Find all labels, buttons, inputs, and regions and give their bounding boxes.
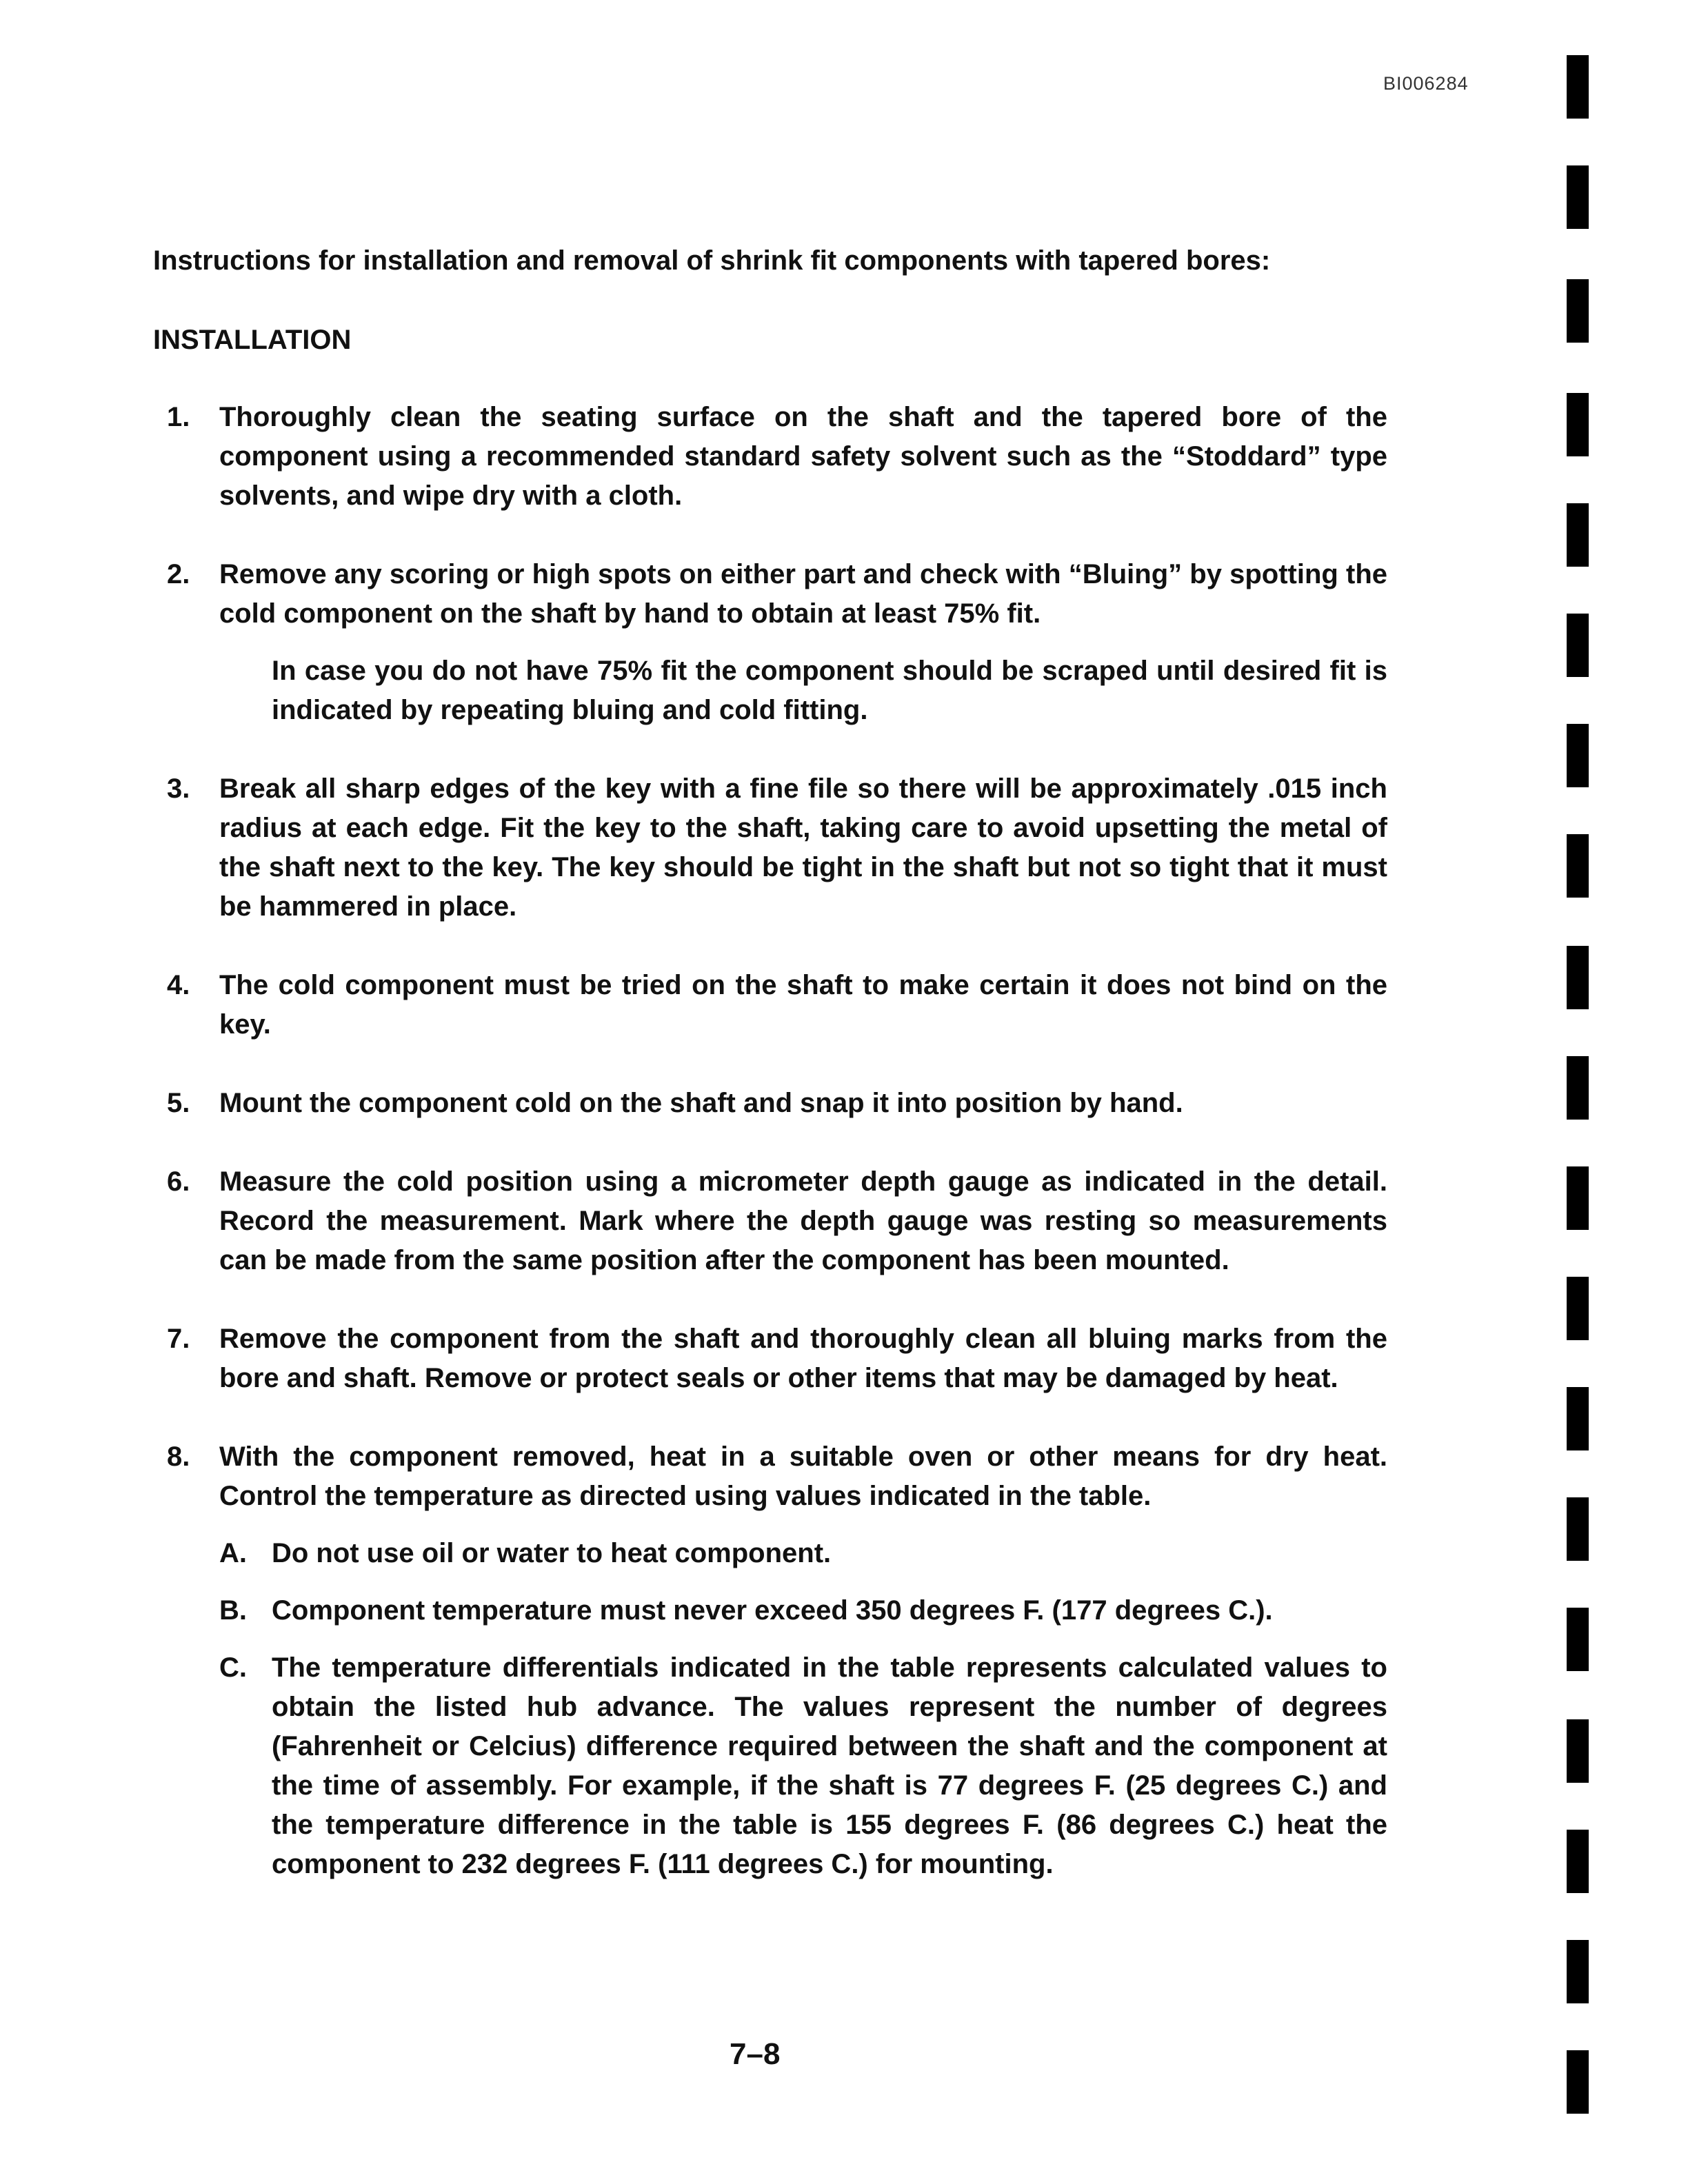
binding-mark <box>1567 165 1589 229</box>
document-id: BI006284 <box>1383 73 1469 94</box>
substep-text: The temperature differentials indicated in the table represents calculated values to obtain the listed hub advance. The values represent the number of degrees (Fahrenheit or Celcius) difference required between the shaft and the component at the time of assembly. For example, if the shaft is 77 degrees F. (25 degrees C.) and the temperature difference in the table is 155 degrees F. (86 degrees C.) heat the component to 232 degrees F. (111 degrees C.) for mounting. <box>272 1652 1387 1879</box>
substep-list <box>219 1534 1387 1884</box>
step-text: Thoroughly clean the seating surface on the shaft and the tapered bore of the component using a recommended standard safety solvent such as the “Stoddard” type solvents, and wipe dry with a cloth. <box>219 402 1387 511</box>
binding-mark <box>1567 503 1589 567</box>
step-5 <box>153 1084 1387 1123</box>
binding-mark <box>1567 1277 1589 1340</box>
page-content <box>153 241 1387 1923</box>
step-number: 1. <box>167 402 190 432</box>
binding-margin-marks <box>1558 0 1600 2184</box>
binding-mark <box>1567 55 1589 119</box>
binding-mark <box>1567 1940 1589 2003</box>
binding-mark <box>1567 2050 1589 2114</box>
binding-mark <box>1567 1056 1589 1120</box>
step-text: Break all sharp edges of the key with a fine file so there will be approximately .015 inch radius at each edge. Fit the key to the shaft, taking care to avoid upsetting the metal of the shaft next to the key. The key should be tight in the shaft but not so tight that it must be hammered in place. <box>219 774 1387 922</box>
step-number: 8. <box>167 1442 190 1472</box>
step-text: With the component removed, heat in a suitable oven or other means for dry heat. Control the temperature as directed using values indicated in the table. <box>219 1442 1387 1511</box>
substep-letter: B. <box>219 1595 247 1626</box>
binding-mark <box>1567 279 1589 343</box>
binding-mark <box>1567 393 1589 456</box>
instructions-heading: Instructions for installation and removal of shrink fit components with tapered bores: <box>153 245 1271 276</box>
step-number: 3. <box>167 774 190 804</box>
step-number: 2. <box>167 559 190 589</box>
step-2 <box>153 555 1387 730</box>
binding-mark <box>1567 1497 1589 1561</box>
step-7 <box>153 1320 1387 1398</box>
substep-text: Component temperature must never exceed 350 degrees F. (177 degrees C.). <box>272 1595 1273 1626</box>
binding-mark <box>1567 1719 1589 1783</box>
substep-letter: C. <box>219 1652 247 1683</box>
step-number: 5. <box>167 1088 190 1118</box>
binding-mark <box>1567 1166 1589 1230</box>
substep-c <box>219 1648 1387 1884</box>
step-3 <box>153 769 1387 927</box>
step-text: The cold component must be tried on the shaft to make certain it does not bind on the key. <box>219 970 1387 1040</box>
step-8 <box>153 1437 1387 1884</box>
page-number: 7–8 <box>730 2037 781 2071</box>
step-number: 6. <box>167 1166 190 1197</box>
binding-mark <box>1567 724 1589 787</box>
step-text: Remove the component from the shaft and thoroughly clean all bluing marks from the bore and shaft. Remove or protect seals or other items that may be damaged by heat. <box>219 1324 1387 1393</box>
substep-a <box>219 1534 1387 1573</box>
section-title-installation: INSTALLATION <box>153 325 352 355</box>
binding-mark <box>1567 614 1589 677</box>
binding-mark <box>1567 1608 1589 1671</box>
step-6 <box>153 1162 1387 1280</box>
substep-letter: A. <box>219 1538 247 1568</box>
step-text: Measure the cold position using a micrometer depth gauge as indicated in the detail. Record the measurement. Mark where the depth gauge was resting so measurements can be made from the same position after the component has been mounted. <box>219 1166 1387 1275</box>
substep-text: Do not use oil or water to heat component. <box>272 1538 832 1568</box>
substep-b <box>219 1591 1387 1630</box>
binding-mark <box>1567 1830 1589 1893</box>
binding-mark <box>1567 1387 1589 1450</box>
binding-mark <box>1567 946 1589 1009</box>
step-text: Mount the component cold on the shaft and snap it into position by hand. <box>219 1088 1183 1118</box>
step-1 <box>153 398 1387 516</box>
step-number: 7. <box>167 1324 190 1354</box>
step-4 <box>153 966 1387 1044</box>
step-number: 4. <box>167 970 190 1000</box>
step-note: In case you do not have 75% fit the component should be scraped until desired fit is indicated by repeating bluing and cold fitting. <box>272 656 1387 725</box>
binding-mark <box>1567 834 1589 898</box>
step-text: Remove any scoring or high spots on either part and check with “Bluing” by spotting the cold component on the shaft by hand to obtain at least 75% fit. <box>219 559 1387 629</box>
